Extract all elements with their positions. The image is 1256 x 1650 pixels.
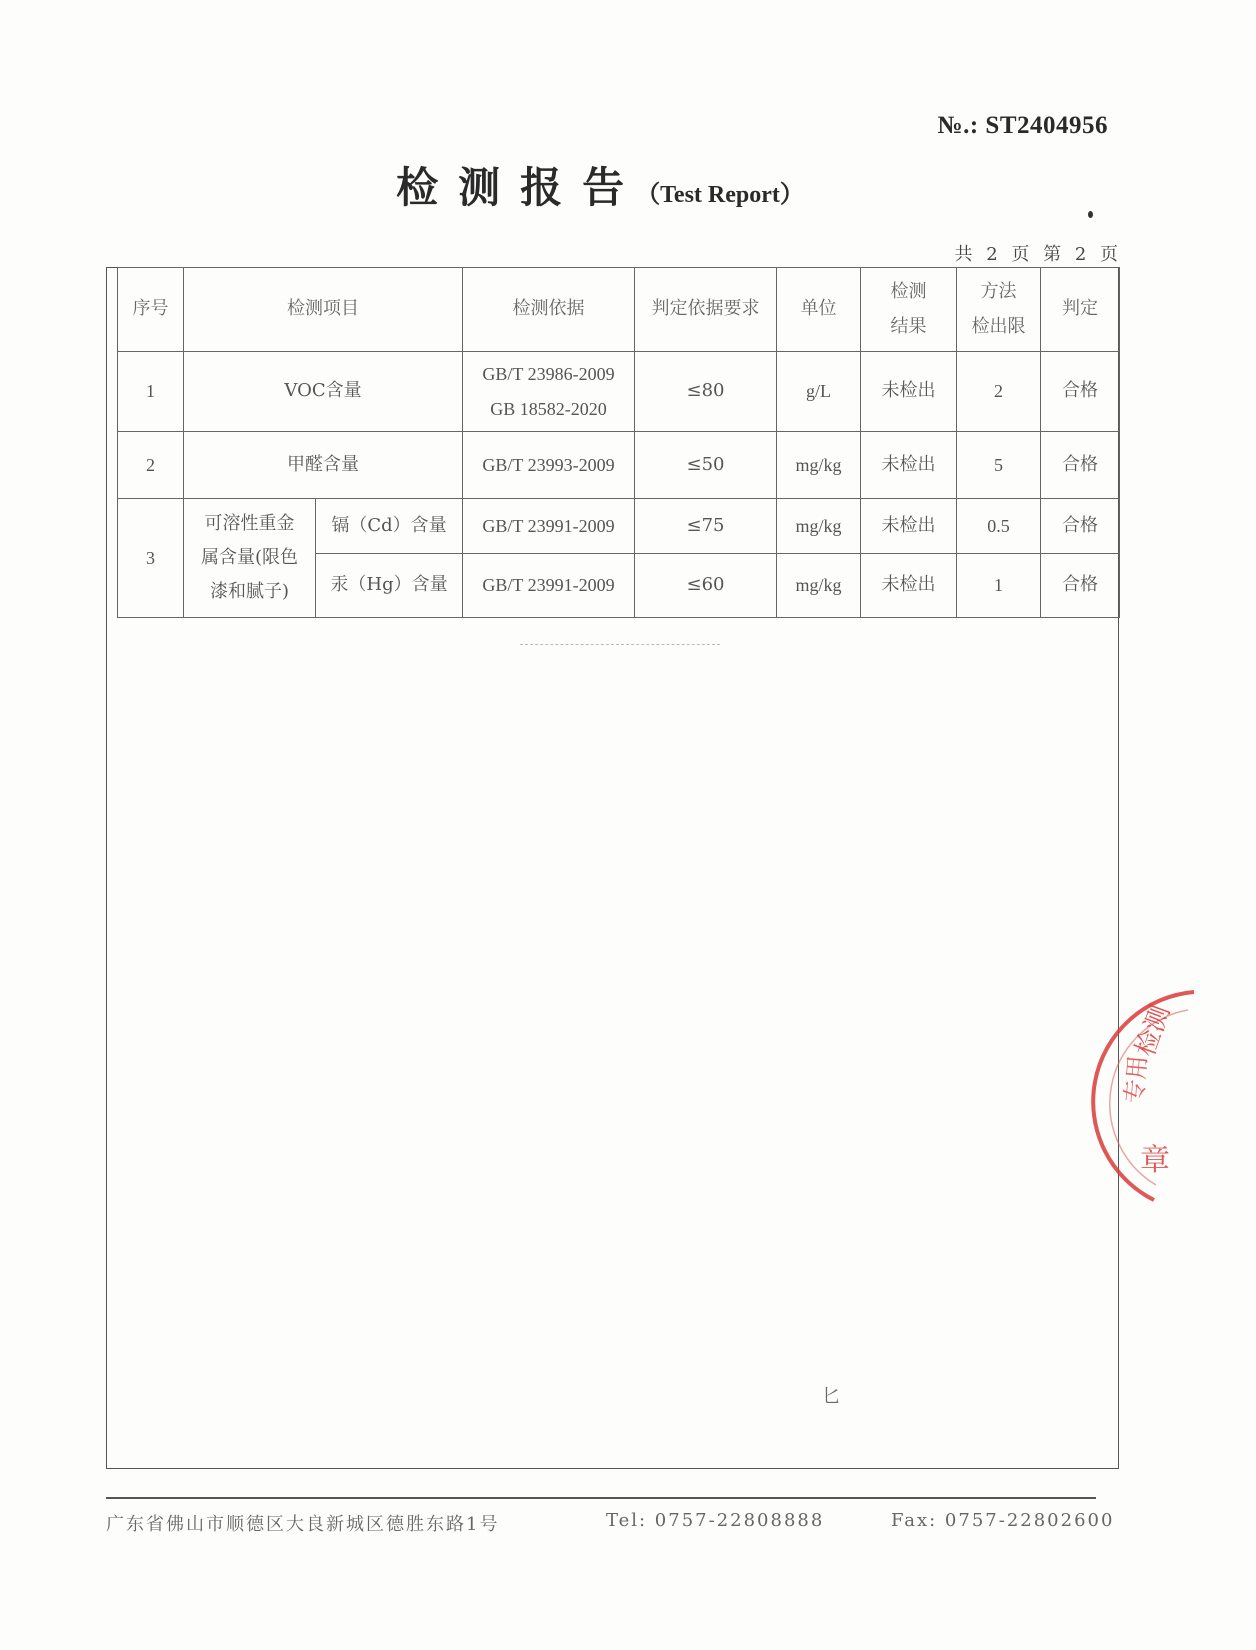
cell-requirement: ≤60 [635,554,777,618]
cell-seq: 2 [118,432,184,499]
cell-unit: mg/kg [777,554,861,618]
table-row [118,432,1120,499]
header-result-line1: 检测 [890,281,927,303]
cell-basis [463,352,635,432]
cell-item: VOC含量 [184,352,463,432]
header-limit-line2: 检出限 [971,315,1026,337]
table-row [118,499,1120,554]
header-result [861,268,957,352]
cell-result: 未检出 [861,352,957,432]
report-title [0,155,1200,215]
header-item: 检测项目 [184,268,463,352]
report-number: №.: ST2404956 [937,112,1108,139]
table-header-row [118,268,1120,352]
stray-mark: 匕 [822,1386,840,1407]
footer-rule [106,1497,1096,1499]
cell-basis: GB/T 23993-2009 [463,432,635,499]
cell-group-line3: 漆和腻子) [209,581,290,603]
header-basis: 检测依据 [463,268,635,352]
cell-result: 未检出 [861,554,957,618]
cell-group-line1: 可溶性重金 [204,512,295,534]
header-judgement: 判定 [1041,268,1120,352]
report-title-en: （Test Report） [636,182,804,208]
cell-result: 未检出 [861,432,957,499]
cell-judgement: 合格 [1041,432,1120,499]
cell-item: 甲醛含量 [184,432,463,499]
footer-address: 广东省佛山市顺德区大良新城区德胜东路1号 [106,1514,500,1535]
svg-text:章: 章 [1140,1143,1170,1178]
report-title-zh: 检测报告 [396,163,645,212]
official-seal-stamp [1120,980,1256,1230]
blank-area-divider [520,644,720,645]
table-row [118,352,1120,432]
cell-unit: mg/kg [777,432,861,499]
cell-unit: mg/kg [777,499,861,554]
cell-limit: 2 [957,352,1041,432]
svg-text:检测: 检测 [1130,1001,1177,1061]
cell-basis-line1: GB/T 23986-2009 [482,364,615,385]
cell-requirement: ≤75 [635,499,777,554]
scan-speck [1088,211,1093,218]
cell-seq: 1 [118,352,184,432]
cell-basis: GB/T 23991-2009 [463,499,635,554]
cell-result: 未检出 [861,499,957,554]
cell-unit: g/L [777,352,861,432]
page-indicator: 共 2 页 第 2 页 [954,244,1122,265]
cell-group-line2: 属含量(限色 [200,546,299,568]
cell-basis: GB/T 23991-2009 [463,554,635,618]
cell-limit: 1 [957,554,1041,618]
header-seq: 序号 [118,268,184,352]
cell-requirement: ≤80 [635,352,777,432]
footer-fax: Fax: 0757-22802600 [891,1510,1115,1531]
cell-subitem: 汞（Hg）含量 [316,554,463,618]
cell-subitem: 镉（Cd）含量 [316,499,463,554]
header-requirement: 判定依据要求 [635,268,777,352]
footer-tel: Tel: 0757-22808888 [606,1510,825,1531]
svg-text:专用: 专用 [1120,1054,1153,1105]
cell-requirement: ≤50 [635,432,777,499]
cell-judgement: 合格 [1041,499,1120,554]
cell-judgement: 合格 [1041,352,1120,432]
results-table [117,267,1120,618]
header-result-line2: 结果 [890,315,927,337]
cell-judgement: 合格 [1041,554,1120,618]
cell-item-group [184,499,316,618]
cell-limit: 0.5 [957,499,1041,554]
cell-seq: 3 [118,499,184,618]
header-limit-line1: 方法 [980,281,1017,303]
cell-limit: 5 [957,432,1041,499]
header-limit [957,268,1041,352]
cell-basis-line2: GB 18582-2020 [490,398,607,419]
header-unit: 单位 [777,268,861,352]
